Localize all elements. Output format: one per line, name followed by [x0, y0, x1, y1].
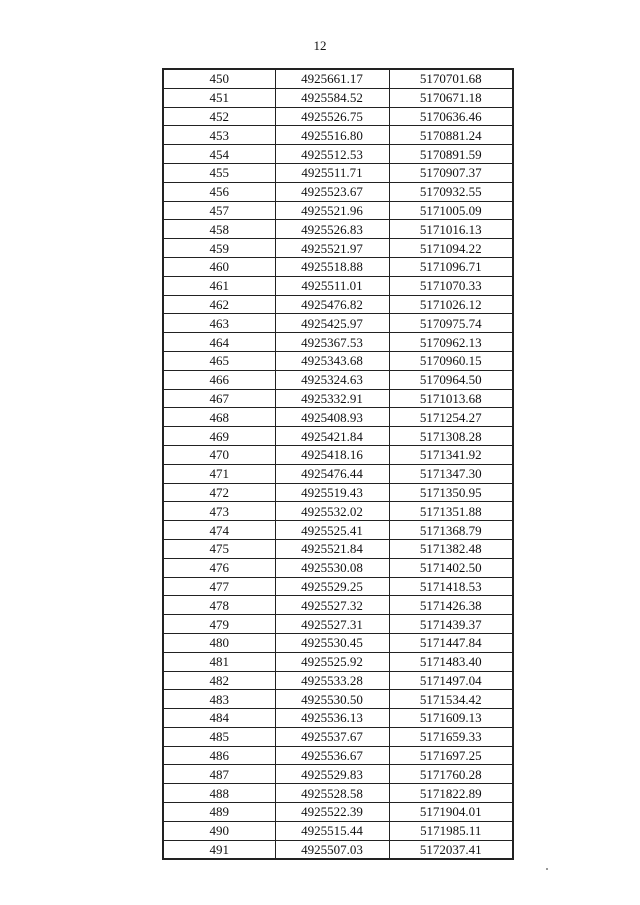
x-coordinate-cell: 4925530.45 — [275, 633, 389, 652]
y-coordinate-cell: 5171308.28 — [389, 427, 513, 446]
point-number-cell: 489 — [163, 803, 275, 822]
y-coordinate-cell: 5170671.18 — [389, 88, 513, 107]
point-number-cell: 468 — [163, 408, 275, 427]
table-row — [163, 539, 513, 558]
y-coordinate-cell: 5171350.95 — [389, 483, 513, 502]
y-coordinate-cell: 5171382.48 — [389, 539, 513, 558]
point-number-cell: 485 — [163, 727, 275, 746]
point-number-cell: 461 — [163, 276, 275, 295]
y-coordinate-cell: 5170701.68 — [389, 69, 513, 88]
y-coordinate-cell: 5171070.33 — [389, 276, 513, 295]
table-row — [163, 220, 513, 239]
x-coordinate-cell: 4925367.53 — [275, 333, 389, 352]
table-row — [163, 69, 513, 88]
table-row — [163, 577, 513, 596]
y-coordinate-cell: 5171497.04 — [389, 671, 513, 690]
x-coordinate-cell: 4925536.67 — [275, 746, 389, 765]
point-number-cell: 478 — [163, 596, 275, 615]
y-coordinate-cell: 5171347.30 — [389, 464, 513, 483]
x-coordinate-cell: 4925512.53 — [275, 145, 389, 164]
table-row — [163, 502, 513, 521]
point-number-cell: 460 — [163, 257, 275, 276]
x-coordinate-cell: 4925528.58 — [275, 784, 389, 803]
point-number-cell: 474 — [163, 521, 275, 540]
x-coordinate-cell: 4925532.02 — [275, 502, 389, 521]
point-number-cell: 462 — [163, 295, 275, 314]
y-coordinate-cell: 5171368.79 — [389, 521, 513, 540]
point-number-cell: 480 — [163, 633, 275, 652]
point-number-cell: 454 — [163, 145, 275, 164]
point-number-cell: 483 — [163, 690, 275, 709]
y-coordinate-cell: 5172037.41 — [389, 840, 513, 859]
y-coordinate-cell: 5170891.59 — [389, 145, 513, 164]
x-coordinate-cell: 4925421.84 — [275, 427, 389, 446]
y-coordinate-cell: 5170962.13 — [389, 333, 513, 352]
table-row — [163, 163, 513, 182]
y-coordinate-cell: 5171822.89 — [389, 784, 513, 803]
y-coordinate-cell: 5170932.55 — [389, 182, 513, 201]
table-row — [163, 145, 513, 164]
x-coordinate-cell: 4925523.67 — [275, 182, 389, 201]
x-coordinate-cell: 4925529.83 — [275, 765, 389, 784]
table-row — [163, 445, 513, 464]
y-coordinate-cell: 5171351.88 — [389, 502, 513, 521]
coordinates-table-body — [163, 69, 513, 859]
x-coordinate-cell: 4925418.16 — [275, 445, 389, 464]
point-number-cell: 476 — [163, 558, 275, 577]
y-coordinate-cell: 5171094.22 — [389, 239, 513, 258]
y-coordinate-cell: 5171439.37 — [389, 615, 513, 634]
point-number-cell: 469 — [163, 427, 275, 446]
point-number-cell: 475 — [163, 539, 275, 558]
x-coordinate-cell: 4925661.17 — [275, 69, 389, 88]
x-coordinate-cell: 4925525.92 — [275, 652, 389, 671]
point-number-cell: 487 — [163, 765, 275, 784]
y-coordinate-cell: 5170975.74 — [389, 314, 513, 333]
point-number-cell: 450 — [163, 69, 275, 88]
x-coordinate-cell: 4925530.50 — [275, 690, 389, 709]
y-coordinate-cell: 5171418.53 — [389, 577, 513, 596]
y-coordinate-cell: 5171402.50 — [389, 558, 513, 577]
x-coordinate-cell: 4925476.82 — [275, 295, 389, 314]
x-coordinate-cell: 4925525.41 — [275, 521, 389, 540]
point-number-cell: 463 — [163, 314, 275, 333]
coordinates-table — [162, 68, 514, 860]
x-coordinate-cell: 4925526.83 — [275, 220, 389, 239]
y-coordinate-cell: 5171341.92 — [389, 445, 513, 464]
y-coordinate-cell: 5170964.50 — [389, 370, 513, 389]
point-number-cell: 490 — [163, 821, 275, 840]
point-number-cell: 455 — [163, 163, 275, 182]
scan-speck — [546, 868, 548, 870]
x-coordinate-cell: 4925521.84 — [275, 539, 389, 558]
point-number-cell: 473 — [163, 502, 275, 521]
y-coordinate-cell: 5171760.28 — [389, 765, 513, 784]
x-coordinate-cell: 4925529.25 — [275, 577, 389, 596]
table-row — [163, 596, 513, 615]
point-number-cell: 484 — [163, 709, 275, 728]
point-number-cell: 488 — [163, 784, 275, 803]
x-coordinate-cell: 4925519.43 — [275, 483, 389, 502]
y-coordinate-cell: 5171026.12 — [389, 295, 513, 314]
x-coordinate-cell: 4925533.28 — [275, 671, 389, 690]
y-coordinate-cell: 5171609.13 — [389, 709, 513, 728]
table-row — [163, 521, 513, 540]
point-number-cell: 458 — [163, 220, 275, 239]
point-number-cell: 453 — [163, 126, 275, 145]
table-row — [163, 652, 513, 671]
table-row — [163, 483, 513, 502]
table-row — [163, 727, 513, 746]
y-coordinate-cell: 5170636.46 — [389, 107, 513, 126]
table-row — [163, 615, 513, 634]
y-coordinate-cell: 5171426.38 — [389, 596, 513, 615]
x-coordinate-cell: 4925516.80 — [275, 126, 389, 145]
x-coordinate-cell: 4925521.97 — [275, 239, 389, 258]
point-number-cell: 452 — [163, 107, 275, 126]
point-number-cell: 479 — [163, 615, 275, 634]
table-row — [163, 427, 513, 446]
table-row — [163, 257, 513, 276]
table-row — [163, 239, 513, 258]
table-row — [163, 276, 513, 295]
x-coordinate-cell: 4925526.75 — [275, 107, 389, 126]
y-coordinate-cell: 5171447.84 — [389, 633, 513, 652]
point-number-cell: 491 — [163, 840, 275, 859]
table-row — [163, 201, 513, 220]
x-coordinate-cell: 4925522.39 — [275, 803, 389, 822]
y-coordinate-cell: 5171659.33 — [389, 727, 513, 746]
y-coordinate-cell: 5171096.71 — [389, 257, 513, 276]
y-coordinate-cell: 5171005.09 — [389, 201, 513, 220]
page-number: 12 — [313, 38, 327, 53]
x-coordinate-cell: 4925537.67 — [275, 727, 389, 746]
point-number-cell: 457 — [163, 201, 275, 220]
x-coordinate-cell: 4925476.44 — [275, 464, 389, 483]
y-coordinate-cell: 5171697.25 — [389, 746, 513, 765]
x-coordinate-cell: 4925511.01 — [275, 276, 389, 295]
point-number-cell: 471 — [163, 464, 275, 483]
y-coordinate-cell: 5171013.68 — [389, 389, 513, 408]
x-coordinate-cell: 4925408.93 — [275, 408, 389, 427]
x-coordinate-cell: 4925343.68 — [275, 351, 389, 370]
y-coordinate-cell: 5171534.42 — [389, 690, 513, 709]
table-row — [163, 690, 513, 709]
x-coordinate-cell: 4925332.91 — [275, 389, 389, 408]
table-row — [163, 784, 513, 803]
x-coordinate-cell: 4925536.13 — [275, 709, 389, 728]
x-coordinate-cell: 4925527.32 — [275, 596, 389, 615]
table-row — [163, 821, 513, 840]
point-number-cell: 467 — [163, 389, 275, 408]
y-coordinate-cell: 5171904.01 — [389, 803, 513, 822]
table-row — [163, 314, 513, 333]
x-coordinate-cell: 4925527.31 — [275, 615, 389, 634]
x-coordinate-cell: 4925425.97 — [275, 314, 389, 333]
x-coordinate-cell: 4925530.08 — [275, 558, 389, 577]
table-row — [163, 408, 513, 427]
x-coordinate-cell: 4925511.71 — [275, 163, 389, 182]
x-coordinate-cell: 4925584.52 — [275, 88, 389, 107]
table-row — [163, 351, 513, 370]
table-row — [163, 803, 513, 822]
table-row — [163, 765, 513, 784]
point-number-cell: 472 — [163, 483, 275, 502]
x-coordinate-cell: 4925521.96 — [275, 201, 389, 220]
x-coordinate-cell: 4925518.88 — [275, 257, 389, 276]
point-number-cell: 481 — [163, 652, 275, 671]
point-number-cell: 466 — [163, 370, 275, 389]
table-row — [163, 295, 513, 314]
x-coordinate-cell: 4925324.63 — [275, 370, 389, 389]
y-coordinate-cell: 5170881.24 — [389, 126, 513, 145]
y-coordinate-cell: 5170907.37 — [389, 163, 513, 182]
x-coordinate-cell: 4925515.44 — [275, 821, 389, 840]
table-row — [163, 633, 513, 652]
table-row — [163, 389, 513, 408]
table-row — [163, 746, 513, 765]
table-row — [163, 840, 513, 859]
table-row — [163, 333, 513, 352]
x-coordinate-cell: 4925507.03 — [275, 840, 389, 859]
table-row — [163, 88, 513, 107]
point-number-cell: 470 — [163, 445, 275, 464]
point-number-cell: 486 — [163, 746, 275, 765]
y-coordinate-cell: 5170960.15 — [389, 351, 513, 370]
table-row — [163, 126, 513, 145]
point-number-cell: 465 — [163, 351, 275, 370]
table-row — [163, 370, 513, 389]
table-row — [163, 709, 513, 728]
point-number-cell: 459 — [163, 239, 275, 258]
y-coordinate-cell: 5171985.11 — [389, 821, 513, 840]
table-row — [163, 558, 513, 577]
y-coordinate-cell: 5171254.27 — [389, 408, 513, 427]
point-number-cell: 482 — [163, 671, 275, 690]
table-row — [163, 107, 513, 126]
point-number-cell: 477 — [163, 577, 275, 596]
y-coordinate-cell: 5171483.40 — [389, 652, 513, 671]
point-number-cell: 456 — [163, 182, 275, 201]
y-coordinate-cell: 5171016.13 — [389, 220, 513, 239]
table-row — [163, 182, 513, 201]
point-number-cell: 451 — [163, 88, 275, 107]
table-row — [163, 464, 513, 483]
point-number-cell: 464 — [163, 333, 275, 352]
table-row — [163, 671, 513, 690]
